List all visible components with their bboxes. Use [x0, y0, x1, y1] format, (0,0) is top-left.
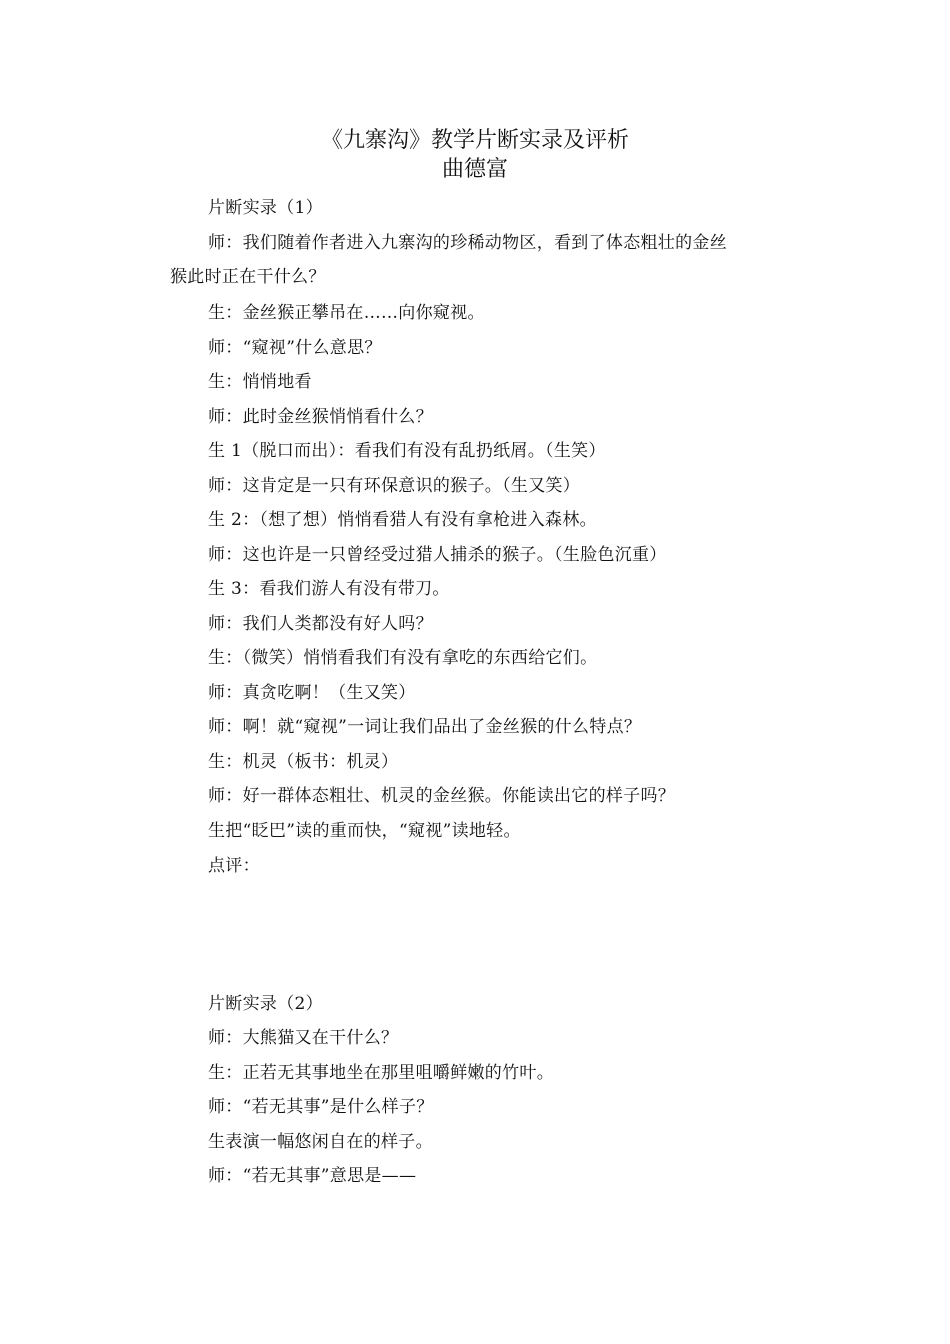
paragraph-line: 猴此时正在干什么？ — [170, 267, 326, 287]
paragraph-line: 生：正若无其事地坐在那里咀嚼鲜嫩的竹叶。 — [208, 1063, 554, 1083]
paragraph-line: 生 1（脱口而出）：看我们有没有乱扔纸屑。（生笑） — [208, 441, 606, 461]
paragraph-line: 生 3：看我们游人有没有带刀。 — [208, 579, 450, 599]
paragraph-line: 师：这也许是一只曾经受过猎人捕杀的猴子。（生脸色沉重） — [208, 545, 667, 565]
document-title: 《九寨沟》教学片断实录及评析 — [320, 128, 629, 153]
paragraph-line: 生表演一幅悠闲自在的样子。 — [208, 1132, 433, 1152]
paragraph-line: 生：金丝猴正攀吊在……向你窥视。 — [208, 303, 485, 323]
paragraph-line: 师：“若无其事”意思是—— — [208, 1166, 417, 1186]
paragraph-line: 生：机灵（板书：机灵） — [208, 752, 399, 772]
paragraph-line: 生 2：（想了想）悄悄看猎人有没有拿枪进入森林。 — [208, 510, 597, 530]
paragraph-line: 生把“眨巴”读的重而快，“窥视”读地轻。 — [208, 821, 521, 841]
paragraph-line: 师：这肯定是一只有环保意识的猴子。（生又笑） — [208, 476, 581, 496]
paragraph-line: 师：我们随着作者进入九寨沟的珍稀动物区，看到了体态粗壮的金丝 — [208, 233, 727, 253]
paragraph-line: 师：大熊猫又在干什么？ — [208, 1028, 399, 1048]
commentary-label: 点评： — [208, 856, 260, 876]
paragraph-line: 师：“若无其事”是什么样子？ — [208, 1097, 434, 1117]
section-1-heading: 片断实录（1） — [208, 198, 323, 218]
paragraph-line: 师：此时金丝猴悄悄看什么？ — [208, 407, 433, 427]
paragraph-line: 师：啊！就“窥视”一词让我们品出了金丝猴的什么特点？ — [208, 717, 642, 737]
paragraph-line: 师：“窥视”什么意思？ — [208, 338, 382, 358]
section-2-heading: 片断实录（2） — [208, 994, 323, 1014]
paragraph-line: 生：（微笑）悄悄看我们有没有拿吃的东西给它们。 — [208, 648, 598, 668]
paragraph-line: 师：好一群体态粗壮、机灵的金丝猴。你能读出它的样子吗？ — [208, 786, 676, 806]
paragraph-line: 师：我们人类都没有好人吗？ — [208, 614, 433, 634]
title-block — [0, 126, 950, 184]
paragraph-line: 生：悄悄地看 — [208, 372, 312, 392]
document-author: 曲德富 — [441, 157, 508, 182]
paragraph-line: 师：真贪吃啊！（生又笑） — [208, 683, 416, 703]
